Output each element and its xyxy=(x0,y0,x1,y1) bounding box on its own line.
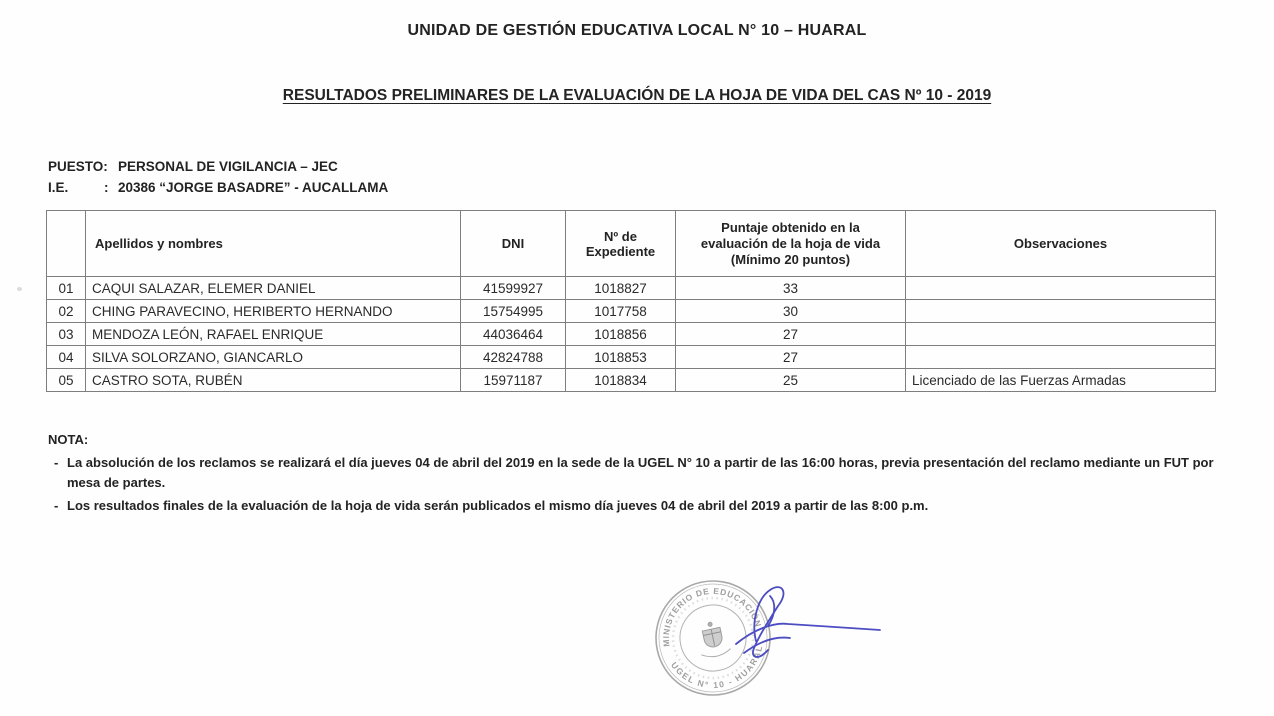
results-table-header xyxy=(47,211,1216,277)
results-table xyxy=(46,210,1216,392)
cell-expediente: 1018856 xyxy=(566,323,676,346)
cell-name: CAQUI SALAZAR, ELEMER DANIEL xyxy=(86,277,461,300)
cell-observaciones xyxy=(906,346,1216,369)
nota-block xyxy=(48,430,1230,519)
cell-expediente: 1017758 xyxy=(566,300,676,323)
bullet-dash: - xyxy=(54,455,59,470)
cell-dni: 41599927 xyxy=(461,277,566,300)
document-subtitle: RESULTADOS PRELIMINARES DE LA EVALUACIÓN DE LA HOJA DE VIDA DEL CAS Nº 10 - 2019 xyxy=(282,87,992,104)
table-row xyxy=(47,300,1216,323)
cell-dni: 15971187 xyxy=(461,369,566,392)
stamp-ring xyxy=(645,570,780,705)
col-header-expediente: Nº de Expediente xyxy=(566,211,676,277)
stamp-bottom-text: UGEL N° 10 - HUARAL xyxy=(669,643,765,691)
nota-title: NOTA: xyxy=(48,432,89,447)
bullet-dash: - xyxy=(54,498,59,513)
puesto-row xyxy=(48,156,388,177)
document-title: UNIDAD DE GESTIÓN EDUCATIVA LOCAL N° 10 – HUARAL xyxy=(407,22,867,39)
col-header-puntaje: Puntaje obtenido en la evaluación de la hoja de vida (Mínimo 20 puntos) xyxy=(676,211,906,277)
table-row xyxy=(47,323,1216,346)
cell-num: 05 xyxy=(47,369,86,392)
cell-observaciones xyxy=(906,323,1216,346)
cell-observaciones: Licenciado de las Fuerzas Armadas xyxy=(906,369,1216,392)
table-row xyxy=(47,346,1216,369)
col-header-num xyxy=(47,211,86,277)
cell-dni: 42824788 xyxy=(461,346,566,369)
cell-num: 03 xyxy=(47,323,86,346)
nota-item xyxy=(48,453,1230,493)
nota-item xyxy=(48,496,1230,516)
cell-num: 01 xyxy=(47,277,86,300)
cell-observaciones xyxy=(906,277,1216,300)
cell-name: CASTRO SOTA, RUBÉN xyxy=(86,369,461,392)
cell-name: CHING PARAVECINO, HERIBERTO HERNANDO xyxy=(86,300,461,323)
scan-speck xyxy=(17,287,22,291)
ie-row xyxy=(48,177,388,198)
cell-name: MENDOZA LEÓN, RAFAEL ENRIQUE xyxy=(86,323,461,346)
official-stamp xyxy=(618,566,888,716)
puesto-value: PERSONAL DE VIGILANCIA – JEC xyxy=(118,159,338,174)
cell-dni: 15754995 xyxy=(461,300,566,323)
table-row xyxy=(47,369,1216,392)
ie-colon: : xyxy=(104,180,109,195)
cell-num: 04 xyxy=(47,346,86,369)
ie-value: 20386 “JORGE BASADRE” - AUCALLAMA xyxy=(118,180,389,195)
cell-name: SILVA SOLORZANO, GIANCARLO xyxy=(86,346,461,369)
cell-expediente: 1018853 xyxy=(566,346,676,369)
cell-puntaje: 33 xyxy=(676,277,906,300)
ie-label: I.E. xyxy=(48,180,69,195)
cell-puntaje: 30 xyxy=(676,300,906,323)
puesto-label: PUESTO: xyxy=(48,159,108,174)
cell-puntaje: 27 xyxy=(676,346,906,369)
cell-puntaje: 27 xyxy=(676,323,906,346)
position-info-block xyxy=(48,156,388,198)
cell-expediente: 1018834 xyxy=(566,369,676,392)
table-row xyxy=(47,277,1216,300)
col-header-name: Apellidos y nombres xyxy=(86,211,461,277)
nota-text: La absolución de los reclamos se realizará el día jueves 04 de abril del 2019 en la sede de la UGEL N° 10 a partir de las 16:00 horas, previa presentación del reclamo mediante un FUT por mesa de partes. xyxy=(67,455,1214,490)
header-row xyxy=(47,211,1216,277)
col-header-observaciones: Observaciones xyxy=(906,211,1216,277)
nota-text: Los resultados finales de la evaluación de la hoja de vida serán publicados el mismo día jueves 04 de abril del 2019 a partir de las 8:00 p.m. xyxy=(67,498,929,513)
stamp-emblem xyxy=(695,619,732,659)
cell-dni: 44036464 xyxy=(461,323,566,346)
cell-num: 02 xyxy=(47,300,86,323)
results-table-body xyxy=(47,277,1216,392)
col-header-dni: DNI xyxy=(461,211,566,277)
cell-observaciones xyxy=(906,300,1216,323)
stamp-top-text: MINISTERIO DE EDUCACIÓN xyxy=(660,585,764,648)
cell-puntaje: 25 xyxy=(676,369,906,392)
cell-expediente: 1018827 xyxy=(566,277,676,300)
